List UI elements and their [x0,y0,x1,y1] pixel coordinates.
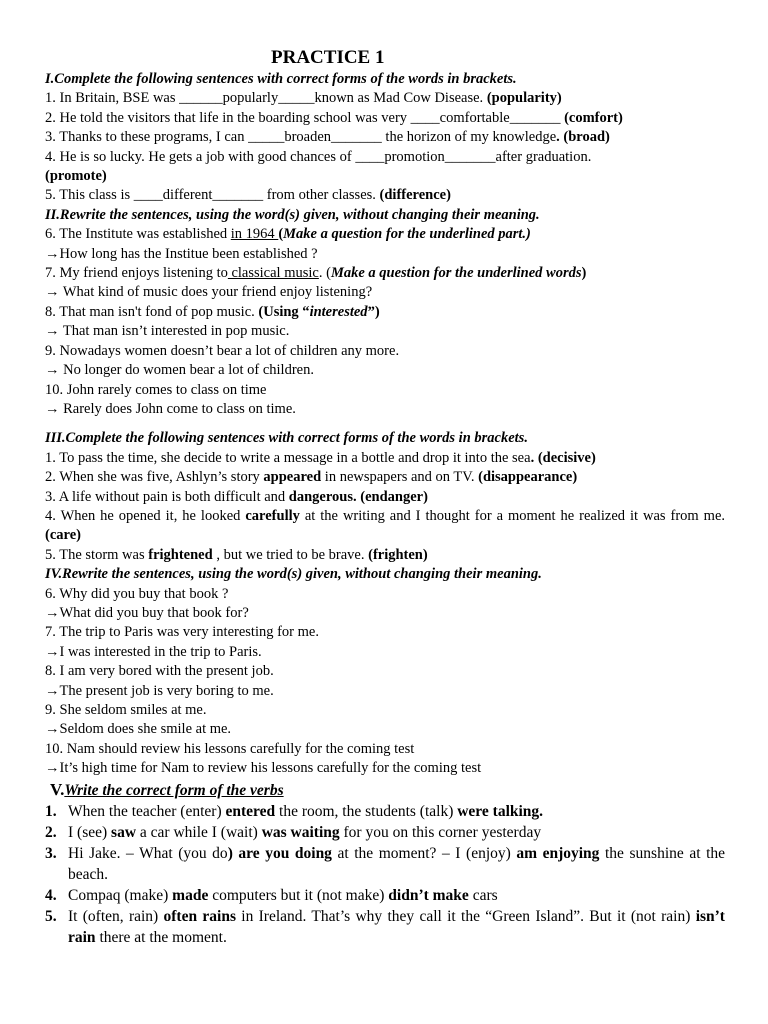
verb-item-text: When the teacher (enter) [68,802,226,820]
s2-item-7 [45,264,725,283]
verb-item-5 [45,906,725,948]
worksheet [45,46,725,948]
section-5-title: Write the correct form of the verbs [64,781,284,799]
s4-answer-8: →The present job is very boring to me. [45,682,274,699]
s2-answer-6: →How long has the Institue been established ? [45,245,318,262]
s2-item-7-paren: . ( [318,265,331,282]
s3-item-2-text: 2. When she was five, Ashlyn’s story [45,469,264,486]
s2-item-7-close: ) [581,265,587,282]
verb-item-1 [45,801,725,822]
verb-item-4 [45,885,725,906]
s2-item-6-underlined: in 1964 [230,226,279,243]
s1-item-4-text: 4. He is so lucky. He gets a job with good chances of ____promotion_______after graduation. [45,148,592,165]
s3-item-4-text: 4. When he opened it, he looked [45,507,246,524]
verb-item-2 [45,822,725,843]
s3-item-1 [45,449,725,468]
verb-answer: often rains [163,907,236,925]
verb-item-text: computers but it (not make) [208,886,389,904]
s2-item-6-instruction: Make a question for the underlined part.) [283,226,531,243]
section-5-number: V. [50,779,65,799]
s3-item-3-answer: dangerous. (endanger) [288,488,428,505]
s3-item-5-answer: frightened [148,546,213,563]
s4-answer-6: →What did you buy that book for? [45,604,249,621]
s4-item-6: 6. Why did you buy that book ? [45,585,229,602]
s3-item-4-answer: carefully [245,507,300,524]
s2-item-7-underlined: classical music [227,265,319,282]
verb-item-text: a car while I (wait) [136,823,262,841]
s4-item-10: 10. Nam should review his lessons carefully for the coming test [45,740,415,757]
s1-item-2 [45,109,725,128]
s1-item-2-text: 2. He told the visitors that life in the boarding school was very ____comfortable_______ [45,109,565,126]
s1-item-2-hint: (comfort) [564,109,623,126]
s1-item-3 [45,128,725,147]
s3-item-1-hint: . (decisive) [530,449,596,466]
s3-item-2 [45,468,725,487]
s2-answer-10: → Rarely does John come to class on time. [45,400,296,417]
section-3-heading: III.Complete the following sentences with correct forms of the words in brackets. [45,430,528,447]
s3-item-5-rest: , but we tried to be brave. [212,546,369,563]
verb-answer: were talking. [457,802,544,820]
verb-item-text: Compaq (make) [68,886,173,904]
verb-answer: saw [111,823,137,841]
verb-item-number: 3. [45,844,57,862]
verb-item-3 [45,843,725,885]
s3-item-5-text: 5. The storm was [45,546,149,563]
s2-item-7-instruction: Make a question for the underlined words [330,265,582,282]
s1-item-4 [45,148,725,167]
s2-answer-9: → No longer do women bear a lot of children. [45,362,314,379]
s1-item-4-hint: (promote) [45,168,107,185]
verb-list [45,801,725,948]
s2-item-10: 10. John rarely comes to class on time [45,381,267,398]
verb-answer: isn’t rain [68,907,725,946]
s4-item-9: 9. She seldom smiles at me. [45,702,207,718]
verb-item-text: I (see) [68,823,112,841]
section-4-heading: IV.Rewrite the sentences, using the word(s) given, without changing their meaning. [45,566,542,583]
verb-item-text: the sunshine at the beach. [68,844,725,883]
verb-item-number: 2. [45,823,57,841]
verb-answer: was waiting [261,823,340,841]
s2-item-7-text: 7. My friend enjoys listening to [45,265,228,282]
s1-item-5-text: 5. This class is ____different_______ from other classes. [45,187,380,204]
s2-item-6-text: 6. The Institute was established [45,226,231,243]
verb-item-text: for you on this corner yesterday [339,823,542,841]
s2-answer-7: → What kind of music does your friend enjoy listening? [45,284,373,301]
verb-answer: made [172,886,209,904]
s3-item-5-hint: (frighten) [368,546,428,563]
verb-answer: entered [225,802,276,820]
s4-answer-7: →I was interested in the trip to Paris. [45,643,262,660]
section-1-heading: I.Complete the following sentences with correct forms of the words in brackets. [45,71,517,87]
verb-item-text: cars [468,886,498,904]
s1-item-1-hint: (popularity) [486,90,562,107]
page-title: PRACTICE 1 [271,47,385,68]
s2-item-9: 9. Nowadays women doesn’t bear a lot of children any more. [45,342,400,359]
s1-item-1 [45,89,725,108]
s2-item-8-hint-close: ”) [367,303,380,320]
s1-item-3-text: 3. Thanks to these programs, I can _____broaden_______ the horizon of my knowledge [45,129,557,146]
verb-item-text: the room, the students (talk) [275,802,458,820]
verb-answer: didn’t make [388,886,469,904]
s3-item-4-hint: (care) [45,527,81,544]
s1-item-5-hint: (difference) [379,187,451,204]
verb-item-text: at the moment? – I (enjoy) [331,844,517,862]
s3-item-4-rest: at the writing and I thought for a moment he realized it was from me. [299,507,726,524]
verb-item-text: there at the moment. [95,928,227,946]
s3-item-1-text: 1. To pass the time, she decide to write a message in a bottle and drop it into the sea [45,449,531,466]
s1-item-5 [45,186,725,205]
s2-item-8-text: 8. That man isn't fond of pop music. [45,303,259,320]
verb-item-number: 5. [45,907,57,925]
s1-item-1-text: 1. In Britain, BSE was ______popularly_____known as Mad Cow Disease. [45,90,487,107]
verb-item-number: 1. [45,802,57,820]
s4-item-7: 7. The trip to Paris was very interesting for me. [45,624,319,641]
s2-item-8 [45,303,725,322]
s2-item-6 [45,225,725,244]
s4-answer-10: →It’s high time for Nam to review his lessons carefully for the coming test [45,760,482,777]
s2-answer-8: → That man isn’t interested in pop music. [45,323,290,340]
verb-item-number: 4. [45,886,57,904]
s3-item-2-answer: appeared [263,469,322,486]
s2-item-6-paren: ( [278,226,284,243]
section-2-heading: II.Rewrite the sentences, using the word(s) given, without changing their meaning. [45,206,540,223]
verb-item-text: in Ireland. That’s why they call it the “Green Island”. But it (not rain) [235,907,696,925]
verb-answer: ) are you doing [227,844,332,862]
verb-item-text: Hi Jake. – What (you do [68,844,228,862]
section-gap [45,419,725,429]
s3-item-2-hint: (disappearance) [478,469,578,486]
s3-item-2-rest: in newspapers and on TV. [321,469,479,486]
s2-item-8-hint-word: interested [309,303,368,320]
verb-item-text: It (often, rain) [68,907,164,925]
verb-answer: am enjoying [516,844,600,862]
s3-item-4 [45,507,725,546]
s4-answer-9: →Seldom does she smile at me. [45,721,232,738]
s2-item-8-hint-open: (Using “ [258,303,310,320]
s4-item-8: 8. I am very bored with the present job. [45,663,274,680]
s3-item-5 [45,546,725,565]
s3-item-3 [45,488,725,507]
s3-item-3-text: 3. A life without pain is both difficult and [45,488,289,505]
s1-item-3-hint: . (broad) [556,129,610,146]
section-5-heading [50,779,725,801]
